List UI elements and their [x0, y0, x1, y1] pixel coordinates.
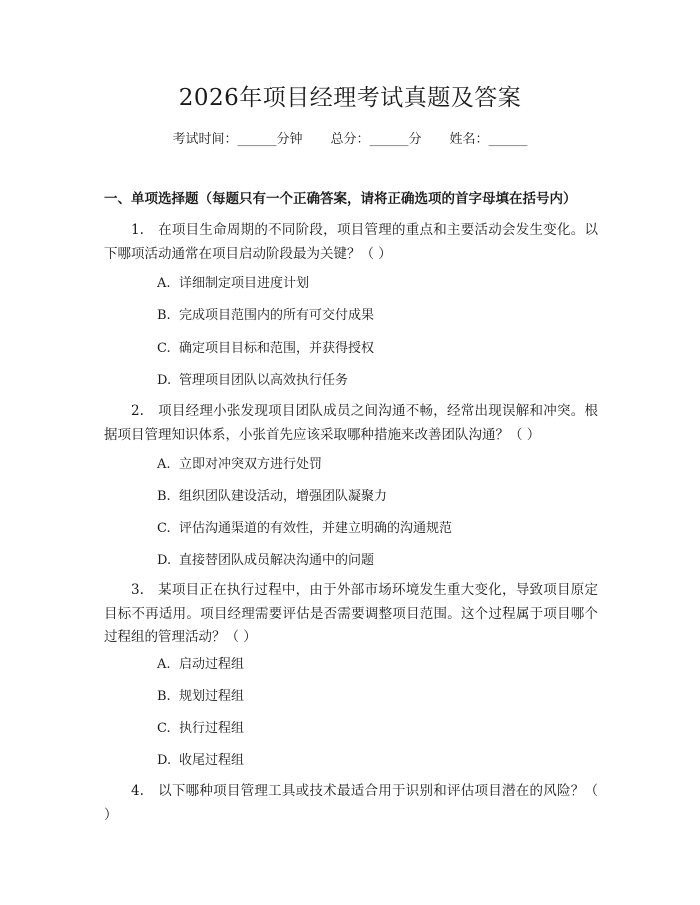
option-text: 收尾过程组 [179, 753, 245, 768]
option-text: 立即对冲突双方进行处罚 [179, 457, 323, 472]
q1-option-b [157, 306, 597, 326]
option-letter: D. [157, 553, 172, 568]
option-text: 管理项目团队以高效执行任务 [179, 373, 349, 388]
q1-option-d [157, 371, 597, 391]
option-letter: C. [157, 341, 171, 356]
exam-title: 2026年项目经理考试真题及答案 [178, 85, 522, 111]
question-1 [104, 219, 598, 266]
exam-info-row [0, 130, 700, 150]
question-number: 4. [131, 783, 144, 799]
option-letter: C. [157, 521, 171, 536]
option-text: 启动过程组 [179, 657, 245, 672]
option-text: 组织团队建设活动，增强团队凝聚力 [179, 489, 388, 504]
question-3 [104, 579, 598, 650]
q2-option-c [157, 519, 597, 539]
q3-option-a [157, 655, 597, 675]
option-letter: A. [157, 457, 171, 472]
q3-option-b [157, 687, 597, 707]
question-number: 2. [131, 403, 144, 419]
q1-option-a [157, 274, 597, 294]
option-letter: D. [157, 373, 172, 388]
exam-time-field: 考试时间：______分钟 [172, 132, 303, 147]
question-text: 以下哪种项目管理工具或技术最适合用于识别和评估项目潜在的风险？（ ） [104, 783, 598, 823]
q2-option-a [157, 455, 597, 475]
q2-option-d [157, 551, 597, 571]
option-text: 详细制定项目进度计划 [179, 276, 310, 291]
question-number: 1. [131, 222, 144, 238]
option-letter: A. [157, 657, 171, 672]
name-field: 姓名：______ [449, 132, 528, 147]
q1-option-c [157, 339, 597, 359]
option-letter: B. [157, 489, 171, 504]
question-text: 在项目生命周期的不同阶段，项目管理的重点和主要活动会发生变化。以下哪项活动通常在项目启动阶段最为关键？（ ） [104, 222, 598, 262]
option-text: 执行过程组 [179, 721, 245, 736]
option-letter: A. [157, 276, 171, 291]
question-number: 3. [131, 582, 144, 598]
question-text: 项目经理小张发现项目团队成员之间沟通不畅，经常出现误解和冲突。根据项目管理知识体系，小张首先应该采取哪种措施来改善团队沟通？（ ） [104, 403, 598, 443]
option-text: 规划过程组 [179, 689, 245, 704]
question-2 [104, 400, 598, 447]
option-letter: B. [157, 308, 171, 323]
q3-option-c [157, 719, 597, 739]
option-text: 评估沟通渠道的有效性，并建立明确的沟通规范 [179, 521, 453, 536]
question-4 [104, 780, 598, 827]
option-text: 直接替团队成员解决沟通中的问题 [179, 553, 375, 568]
option-letter: D. [157, 753, 172, 768]
q2-option-b [157, 487, 597, 507]
option-text: 确定项目目标和范围，并获得授权 [179, 341, 375, 356]
total-score-field: 总分：______分 [330, 132, 422, 147]
section-heading: 一、单项选择题（每题只有一个正确答案，请将正确选项的首字母填在括号内） [104, 191, 577, 207]
option-text: 完成项目范围内的所有可交付成果 [179, 308, 375, 323]
q3-option-d [157, 751, 597, 771]
option-letter: B. [157, 689, 171, 704]
question-text: 某项目正在执行过程中，由于外部市场环境发生重大变化，导致项目原定目标不再适用。项目经理需要评估是否需要调整项目范围。这个过程属于项目哪个过程组的管理活动？（ ） [104, 582, 598, 645]
option-letter: C. [157, 721, 171, 736]
